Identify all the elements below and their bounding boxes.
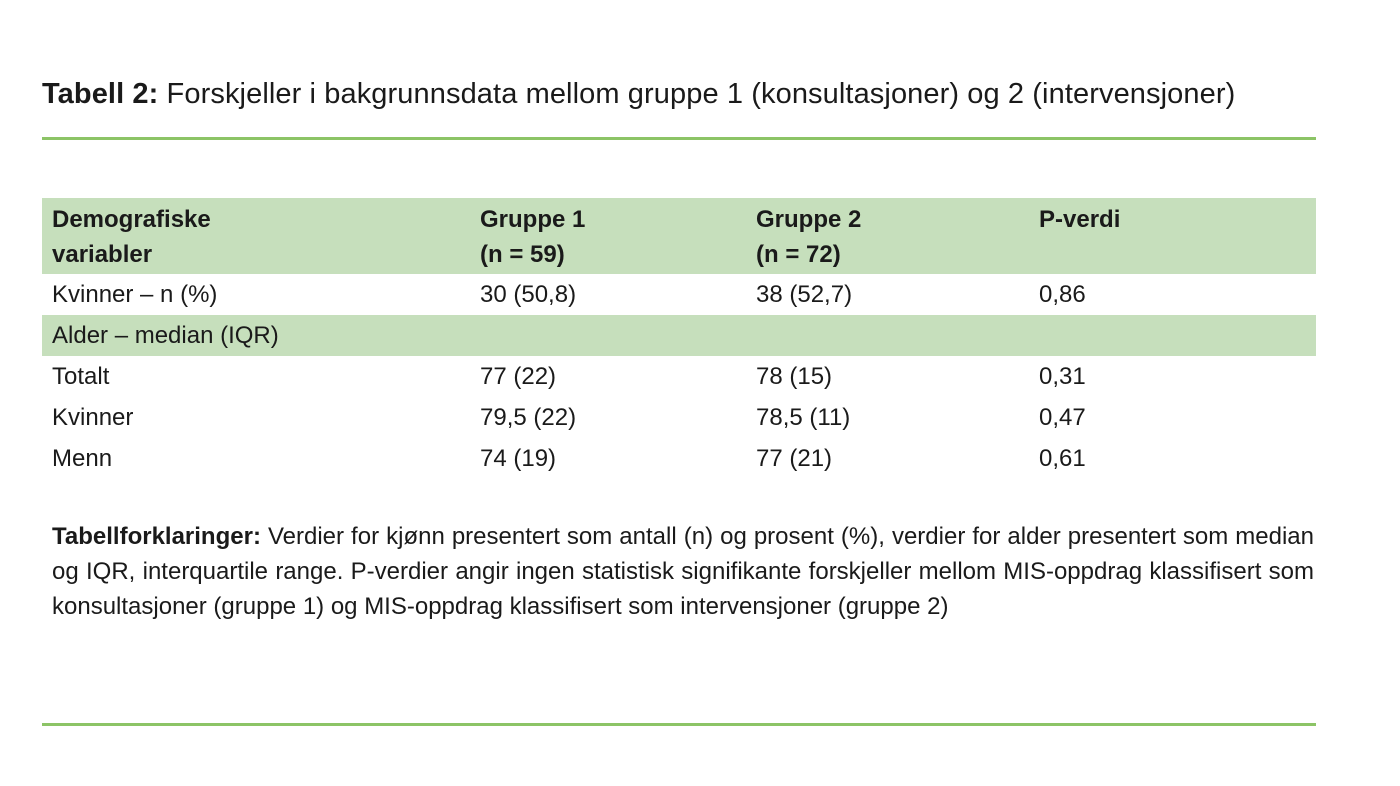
header-col2-line2: (n = 59) — [480, 241, 565, 268]
header-col3-line1: Gruppe 2 — [756, 206, 862, 233]
demographics-table — [42, 198, 1316, 479]
table-row — [42, 397, 1316, 438]
row-group-2-value: 78 (15) — [756, 363, 833, 390]
row-p-value: 0,31 — [1039, 363, 1086, 390]
row-label: Menn — [52, 445, 113, 472]
header-col3-line2: (n = 72) — [756, 241, 841, 268]
table-explanation-label: Tabellforklaringer: — [52, 523, 261, 550]
header-col1-line1: Demografiske — [52, 206, 211, 233]
row-group-2-value: 78,5 (11) — [756, 404, 851, 431]
table-row — [42, 274, 1316, 315]
top-divider — [42, 137, 1316, 140]
row-group-2-value: 77 (21) — [756, 445, 833, 472]
row-p-value: 0,61 — [1039, 445, 1086, 472]
table-section-row — [42, 315, 1316, 356]
table-title — [42, 74, 1235, 114]
row-p-value: 0,86 — [1039, 281, 1086, 308]
table-row — [42, 438, 1316, 479]
header-demographic-variables — [42, 202, 480, 272]
table-explanation — [52, 519, 1314, 624]
section-label: Alder – median (IQR) — [52, 322, 279, 349]
row-p-value: 0,47 — [1039, 404, 1086, 431]
header-p-value — [1039, 202, 1316, 237]
row-group-1-value: 30 (50,8) — [480, 281, 577, 308]
bottom-divider — [42, 723, 1316, 726]
header-group-1 — [480, 202, 756, 272]
header-col1-line2: variabler — [52, 241, 153, 268]
table-title-label: Tabell 2: — [42, 78, 159, 110]
table-title-text: Forskjeller i bakgrunnsdata mellom gruppe 1 (konsultasjoner) og 2 (intervensjoner) — [158, 78, 1236, 110]
row-group-1-value: 79,5 (22) — [480, 404, 577, 431]
row-group-2-value: 38 (52,7) — [756, 281, 853, 308]
row-label: Kvinner – n (%) — [52, 281, 218, 308]
header-col2-line1: Gruppe 1 — [480, 206, 586, 233]
header-group-2 — [756, 202, 1039, 272]
row-group-1-value: 77 (22) — [480, 363, 557, 390]
row-group-1-value: 74 (19) — [480, 445, 557, 472]
row-label: Totalt — [52, 363, 110, 390]
table-explanation-text: Verdier for kjønn presentert som antall (n) og prosent (%), verdier for alder presentert som median og IQR, interquartile range. P-verdier angir ingen statistisk signifikante forskjeller mellom MIS-oppdrag klassifisert som konsultasjoner (gruppe 1) og MIS-oppdrag klassifisert som intervensjoner (gruppe 2) — [52, 523, 1314, 620]
row-label: Kvinner — [52, 404, 134, 431]
table-header-row — [42, 198, 1316, 274]
table-row — [42, 356, 1316, 397]
header-col4-line1: P-verdi — [1039, 206, 1121, 233]
